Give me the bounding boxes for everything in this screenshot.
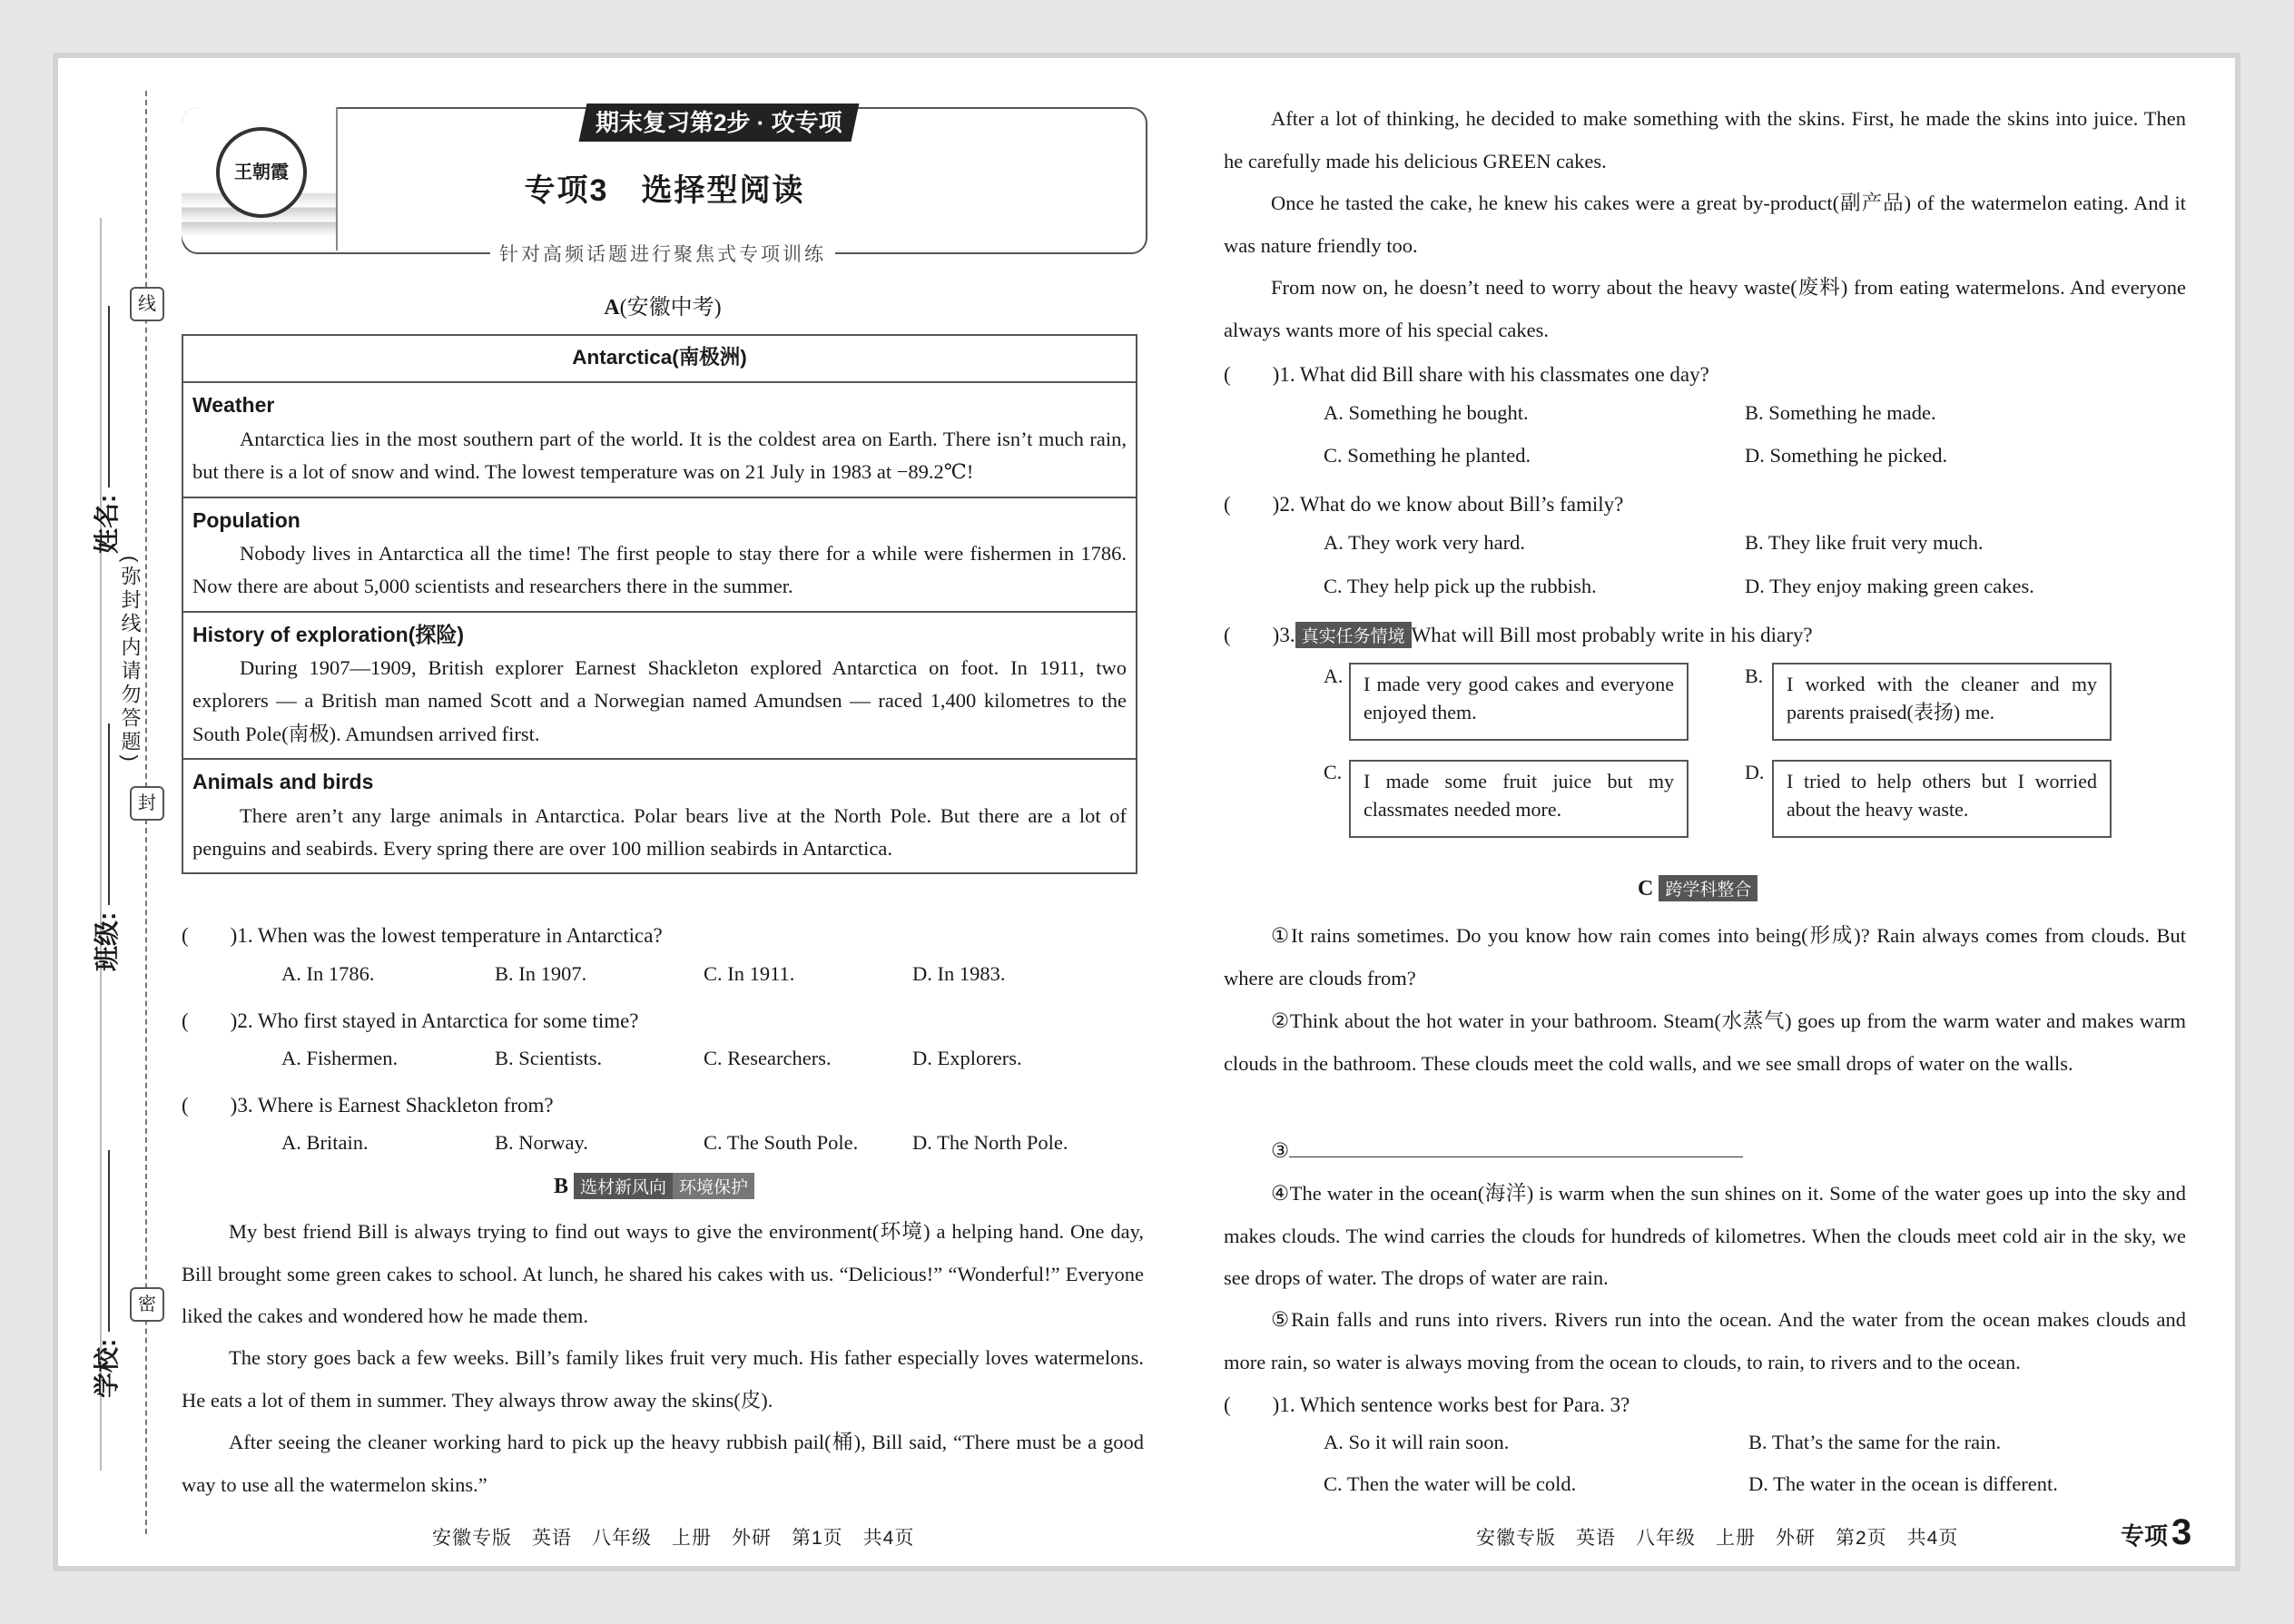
passage-b-title: B 选材新风向 环境保护 — [554, 1173, 754, 1199]
passage-b-para: The story goes back a few weeks. Bill’s family likes fruit very much. His father especially loves watermelons. He eats a lot of them in summer. They always throw away the skins(皮). — [182, 1346, 1144, 1412]
name-label: 姓名: — [93, 494, 121, 554]
class-label: 班级: — [93, 911, 121, 971]
step-tab: 期末复习第2步 · 攻专项 — [579, 103, 860, 142]
option-label: A. — [1324, 664, 1344, 687]
question-stem: ( )1. What did Bill share with his classmates one day? — [1224, 363, 1709, 386]
question-stem: ( )3. 真实任务情境 What will Bill most probably write in his diary? — [1224, 624, 1813, 646]
footer-left: 安徽专版 英语 八年级 上册 外研 第1页 共4页 — [432, 1528, 915, 1549]
option[interactable]: D. In 1983. — [912, 962, 1006, 985]
option[interactable]: C. Then the water will be cold. — [1324, 1472, 1577, 1495]
section-heading: Animals and birds — [192, 770, 374, 794]
question-stem: ( )1. Which sentence works best for Para. 3? — [1224, 1393, 1630, 1416]
school-label: 学校: — [93, 1338, 121, 1398]
section-text: During 1907—1909, British explorer Earnest Shackleton explored Antarctica on foot. In 1911, two explorers — a British man named Scott and a Norwegian named Amundsen — raced 1,400 kilometres to the South Pole(南极). Amundsen arrived first. — [192, 655, 1127, 745]
option-box[interactable]: I tried to help others but I worried about the heavy waste. — [1772, 760, 2112, 838]
question-stem: ( )3. Where is Earnest Shackleton from? — [182, 1094, 554, 1117]
page-subtitle: 针对高频话题进行聚焦式专项训练 — [182, 240, 1144, 267]
option[interactable]: A. In 1786. — [281, 962, 375, 985]
table-title: Antarctica(南极洲) — [182, 335, 1137, 382]
option[interactable]: C. The South Pole. — [704, 1131, 859, 1154]
option[interactable]: D. They enjoy making green cakes. — [1745, 575, 2034, 597]
tag-cross-subject: 跨学科整合 — [1659, 875, 1757, 901]
para3-blank[interactable]: ③ — [1271, 1130, 1743, 1172]
option-box[interactable]: I made some fruit juice but my classmates needed more. — [1349, 760, 1689, 838]
option[interactable]: A. Britain. — [281, 1131, 369, 1154]
option-label: D. — [1745, 761, 1765, 783]
section-header — [182, 107, 1147, 254]
option[interactable]: B. That’s the same for the rain. — [1748, 1431, 2002, 1453]
passage-c-para: ⑤Rain falls and runs into rivers. Rivers run into the ocean. And the water from the ocean makes clouds and more rain, so water is always moving from the ocean to clouds, to rain, to rivers and to the ocean. — [1224, 1308, 2186, 1373]
tag-environment: 环境保护 — [673, 1173, 754, 1199]
table-section — [182, 612, 1137, 760]
class-field[interactable] — [87, 723, 123, 971]
antarctica-table — [182, 334, 1137, 874]
option[interactable]: D. Something he picked. — [1745, 444, 1948, 467]
option[interactable]: C. In 1911. — [704, 962, 795, 985]
passage-a-title: A(安徽中考) — [604, 296, 722, 320]
question-stem: ( )2. Who first stayed in Antarctica for some time? — [182, 1009, 639, 1032]
table-section — [182, 759, 1137, 873]
option-box[interactable]: I made very good cakes and everyone enjoyed them. — [1349, 663, 1689, 741]
passage-b-para: Once he tasted the cake, he knew his cakes were a great by-product(副产品) of the watermelon eating. And it was nature friendly too. — [1224, 192, 2186, 257]
school-line[interactable] — [108, 1150, 110, 1332]
option[interactable]: D. The water in the ocean is different. — [1748, 1472, 2058, 1495]
mark-line: 线 — [130, 287, 164, 321]
passage-b-para: My best friend Bill is always trying to find out ways to give the environment(环境) a helping hand. One day, Bill brought some green cakes to school. At lunch, he shared his cakes with us. “Delicious!” “Wonderful!” Everyone liked the cakes and wondered how he made them. — [182, 1220, 1144, 1327]
option[interactable]: A. Fishermen. — [281, 1047, 399, 1069]
option-label: C. — [1324, 761, 1343, 783]
option[interactable]: D. Explorers. — [912, 1047, 1022, 1069]
option[interactable]: B. They like fruit very much. — [1745, 531, 1984, 554]
option[interactable]: B. In 1907. — [495, 962, 587, 985]
option-label: B. — [1745, 664, 1764, 687]
logo-emblem: 王朝霞 — [216, 127, 307, 218]
mark-seal: 封 — [130, 786, 164, 821]
passage-b-para: From now on, he doesn’t need to worry about the heavy waste(废料) from eating watermelons. And everyone always wants more of his special cakes. — [1224, 276, 2186, 341]
option[interactable]: A. Something he bought. — [1324, 401, 1529, 424]
table-section — [182, 382, 1137, 497]
blank-line[interactable] — [1289, 1133, 1743, 1157]
page-title: 专项3 选择型阅读 — [524, 173, 805, 208]
section-text: There aren’t any large animals in Antarctica. Polar bears live at the North Pole. But there are a lot of penguins and seabirds. Every spring there are over 100 million seabirds in Antarctica. — [192, 803, 1127, 860]
section-text: Antarctica lies in the most southern part of the world. It is the coldest area on Earth. There isn’t much rain, but there is a lot of snow and wind. The lowest temperature was on 21 July in 1983 at −89.2℃! — [192, 427, 1127, 484]
section-number: 专项 3 — [2121, 1512, 2192, 1552]
passage-c-para: ①It rains sometimes. Do you know how rain comes into being(形成)? Rain always comes from clouds. But where are clouds from? — [1224, 924, 2186, 989]
footer-right: 安徽专版 英语 八年级 上册 外研 第2页 共4页 — [1476, 1528, 1959, 1549]
passage-c-title: C 跨学科整合 — [1638, 875, 1757, 901]
passage-c-para: ④The water in the ocean(海洋) is warm when the sun shines on it. Some of the water goes up into the sky and makes clouds. The wind carries the clouds for hundreds of kilometres. When the clouds meet cold air in the sky, we see drops of water. The drops of water are rain. — [1224, 1182, 2186, 1289]
question-stem: ( )2. What do we know about Bill’s family? — [1224, 493, 1624, 516]
option[interactable]: C. They help pick up the rubbish. — [1324, 575, 1597, 597]
class-line[interactable] — [108, 723, 110, 905]
option[interactable]: C. Something he planted. — [1324, 444, 1531, 467]
passage-c-para: ②Think about the hot water in your bathroom. Steam(水蒸气) goes up from the warm water and makes warm clouds in the bathroom. These clouds meet the cold walls, and we see small drops of water on the walls. — [1224, 1009, 2186, 1075]
option[interactable]: B. Scientists. — [495, 1047, 603, 1069]
option[interactable]: A. They work very hard. — [1324, 531, 1526, 554]
name-line[interactable] — [108, 306, 110, 487]
option[interactable]: B. Norway. — [495, 1131, 588, 1154]
question-stem: ( )1. When was the lowest temperature in Antarctica? — [182, 924, 663, 947]
section-heading: History of exploration(探险) — [192, 622, 465, 646]
option[interactable]: C. Researchers. — [704, 1047, 832, 1069]
tag-new-trend: 选材新风向 — [574, 1173, 673, 1199]
binding-note: (弥封线内请勿答题) — [119, 556, 142, 765]
school-field[interactable] — [87, 1150, 123, 1398]
table-section — [182, 497, 1137, 612]
section-heading: Weather — [192, 393, 275, 418]
section-heading: Population — [192, 507, 300, 532]
option[interactable]: B. Something he made. — [1745, 401, 1936, 424]
passage-b-para: After seeing the cleaner working hard to pick up the heavy rubbish pail(桶), Bill said, “There must be a good way to use all the watermelon skins.” — [182, 1431, 1144, 1496]
section-text: Nobody lives in Antarctica all the time! The first people to stay there for a while were fishermen in 1786. Now there are about 5,000 scientists and researchers there in the summer. — [192, 541, 1127, 598]
name-field[interactable] — [87, 306, 123, 554]
option[interactable]: D. The North Pole. — [912, 1131, 1068, 1154]
passage-b-para: After a lot of thinking, he decided to make something with the skins. First, he made the skins into juice. Then he carefully made his delicious GREEN cakes. — [1224, 107, 2186, 172]
tag-real-task: 真实任务情境 — [1295, 622, 1412, 648]
option[interactable]: A. So it will rain soon. — [1324, 1431, 1510, 1453]
mark-secret: 密 — [130, 1287, 164, 1322]
option-box[interactable]: I worked with the cleaner and my parents praised(表扬) me. — [1772, 663, 2112, 741]
